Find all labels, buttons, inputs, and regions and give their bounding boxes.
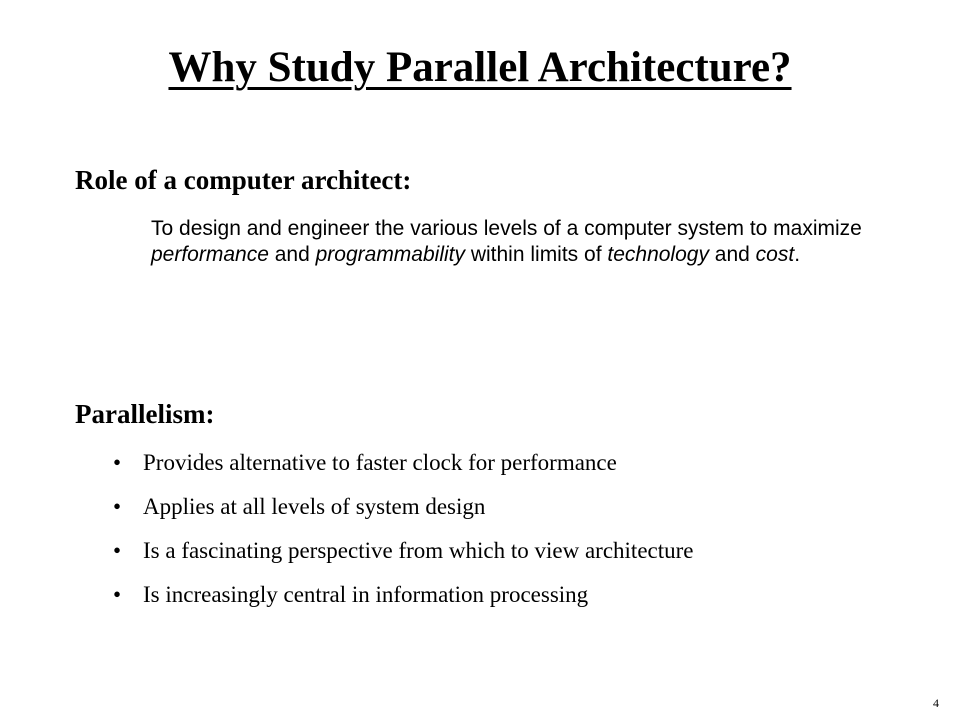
role-description-text-3: within limits of <box>465 243 608 266</box>
bullet-item <box>113 492 694 536</box>
bullet-text: Is increasingly central in information processing <box>143 582 589 607</box>
bullet-dot-icon: • <box>113 450 122 475</box>
bullet-item <box>113 448 694 492</box>
bullet-item <box>113 580 694 624</box>
role-heading: Role of a computer architect: <box>75 165 412 195</box>
role-keyword-performance: performance <box>151 243 269 266</box>
bullet-text: Provides alternative to faster clock for performance <box>143 450 617 475</box>
role-description <box>151 216 921 268</box>
role-description-text-4: and <box>708 243 756 266</box>
role-keyword-technology: technology <box>607 243 709 266</box>
role-description-text-2: and <box>268 243 316 266</box>
slide-title <box>0 38 960 98</box>
bullet-dot-icon: • <box>113 538 122 563</box>
role-description-text-1: To design and engineer the various levels of a computer system to maximize <box>151 217 862 240</box>
role-keyword-programmability: programmability <box>315 243 465 266</box>
parallelism-heading: Parallelism: <box>75 399 215 429</box>
slide-title-text: Why Study Parallel Architecture? <box>168 44 792 91</box>
role-description-text-5: . <box>794 243 801 266</box>
bullet-dot-icon: • <box>113 494 122 519</box>
page-number: 4 <box>933 696 939 710</box>
parallelism-bullet-list <box>113 448 694 624</box>
bullet-text: Applies at all levels of system design <box>143 494 486 519</box>
bullet-dot-icon: • <box>113 582 122 607</box>
bullet-item <box>113 536 694 580</box>
role-keyword-cost: cost <box>755 243 795 266</box>
bullet-text: Is a fascinating perspective from which to view architecture <box>143 538 694 563</box>
